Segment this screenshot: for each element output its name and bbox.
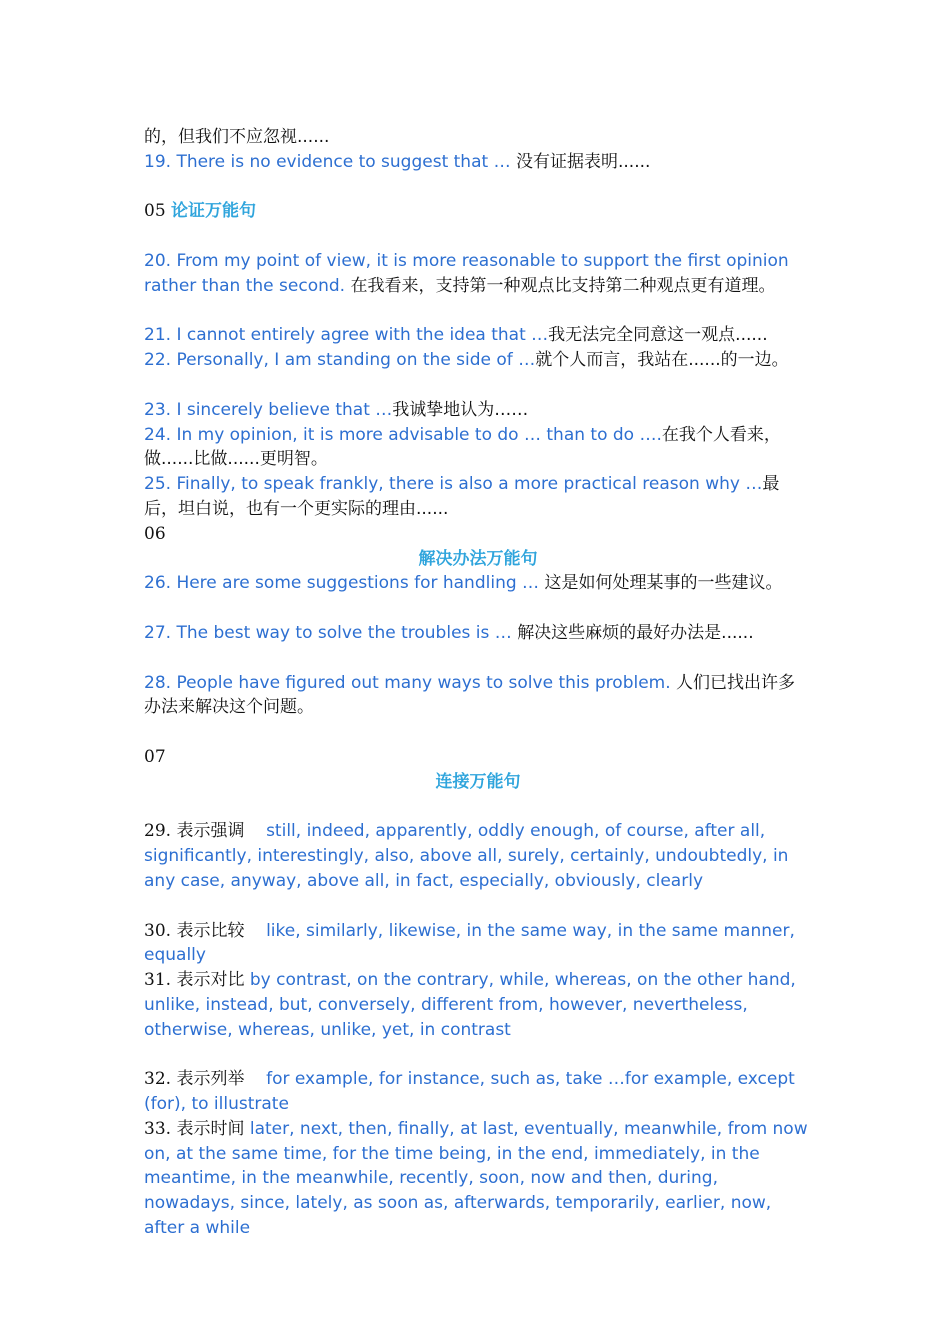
document-body (144, 125, 812, 1241)
sentence-25-en: 25. Finally, to speak frankly, there is also a more practical reason why … (144, 474, 763, 495)
sentence-28-zh: 人们已找出许多办法来解决这个问题。 (144, 672, 796, 718)
section-06-heading (144, 547, 812, 572)
connector-32-label: 32. 表示列举 (144, 1069, 245, 1090)
sentence-22-zh: 就个人而言，我站在......的一边。 (535, 350, 789, 371)
connector-29-label: 29. 表示强调 (144, 821, 245, 842)
connector-32 (144, 1067, 812, 1117)
connector-31 (144, 968, 812, 1042)
sentence-19-zh: 没有证据表明...... (515, 151, 651, 172)
sentence-24-en: 24. In my opinion, it is more advisable to do … than to do …. (144, 424, 662, 445)
sentence-23-en: 23. I sincerely believe that … (144, 399, 393, 420)
connector-29 (144, 819, 812, 893)
continued-line: 的，但我们不应忽视...... (144, 127, 330, 147)
connector-31-words: by contrast, on the contrary, while, whereas, on the other hand, unlike, instead, but, conversely, different from, however, nevertheless, otherwise, whereas, unlike, yet, in contrast (144, 970, 796, 1040)
sentence-23 (144, 398, 812, 423)
sentence-26-en: 26. Here are some suggestions for handling … (144, 573, 545, 594)
section-05-number: 05 (144, 201, 166, 222)
section-05-heading (144, 199, 812, 224)
sentence-20 (144, 249, 812, 299)
sentence-19-en: 19. There is no evidence to suggest that … (144, 151, 516, 172)
connector-31-label: 31. 表示对比 (144, 970, 245, 991)
sentence-26 (144, 571, 812, 596)
sentence-24-zh: 在我个人看来，做......比做......更明智。 (144, 424, 781, 470)
sentence-28-en: 28. People have figured out many ways to solve this problem. (144, 672, 671, 693)
sentence-22-en: 22. Personally, I am standing on the side of … (144, 350, 536, 371)
sentence-21 (144, 323, 812, 348)
connector-30 (144, 919, 812, 969)
sentence-20-en: 20. From my point of view, it is more reasonable to support the first opinion rather than the second. (144, 250, 789, 296)
sentence-21-en: 21. I cannot entirely agree with the idea that … (144, 325, 549, 346)
section-07-title: 连接万能句 (435, 771, 521, 792)
connector-33 (144, 1117, 812, 1241)
connector-33-label: 33. 表示时间 (144, 1118, 245, 1139)
connector-32-words: for example, for instance, such as, take …for example, except (for), to illustrate (144, 1069, 795, 1115)
sentence-28 (144, 671, 812, 721)
sentence-20-zh: 在我看来，支持第一种观点比支持第二种观点更有道理。 (345, 275, 776, 296)
sentence-22 (144, 348, 812, 373)
connector-29-words: still, indeed, apparently, oddly enough, of course, after all, significantly, interestingly, also, above all, surely, certainly, undoubtedly, in any case, anyway, above all, in fact, especially, obviously, clearly (144, 821, 789, 891)
connector-30-words: like, similarly, likewise, in the same way, in the same manner, equally (144, 920, 795, 966)
sentence-21-zh: 我无法完全同意这一观点...... (548, 325, 768, 346)
section-06-title: 解决办法万能句 (418, 548, 538, 569)
sentence-24 (144, 423, 812, 473)
section-05-title: 论证万能句 (171, 201, 257, 222)
sentence-26-zh: 这是如何处理某事的一些建议。 (544, 573, 783, 594)
connector-30-label: 30. 表示比较 (144, 920, 245, 941)
connector-33-words: later, next, then, finally, at last, eventually, meanwhile, from now on, at the same time, for the time being, in the end, immediately, in the meantime, in the meanwhile, recently, soon, now and then, during, nowadays, since, lately, as soon as, afterwards, temporarily, earlier, now, after a while (144, 1118, 808, 1239)
sentence-27-en: 27. The best way to solve the troubles is … (144, 622, 518, 643)
section-07-number: 07 (144, 746, 166, 767)
sentence-25-zh: 最后，坦白说，也有一个更实际的理由...... (144, 474, 780, 519)
section-06-number: 06 (144, 523, 166, 544)
section-07-heading (144, 770, 812, 795)
sentence-27-zh: 解决这些麻烦的最好办法是...... (517, 622, 754, 643)
sentence-27 (144, 621, 812, 646)
sentence-19 (144, 150, 812, 175)
sentence-23-zh: 我诚挚地认为…… (392, 399, 529, 420)
sentence-25 (144, 472, 812, 522)
